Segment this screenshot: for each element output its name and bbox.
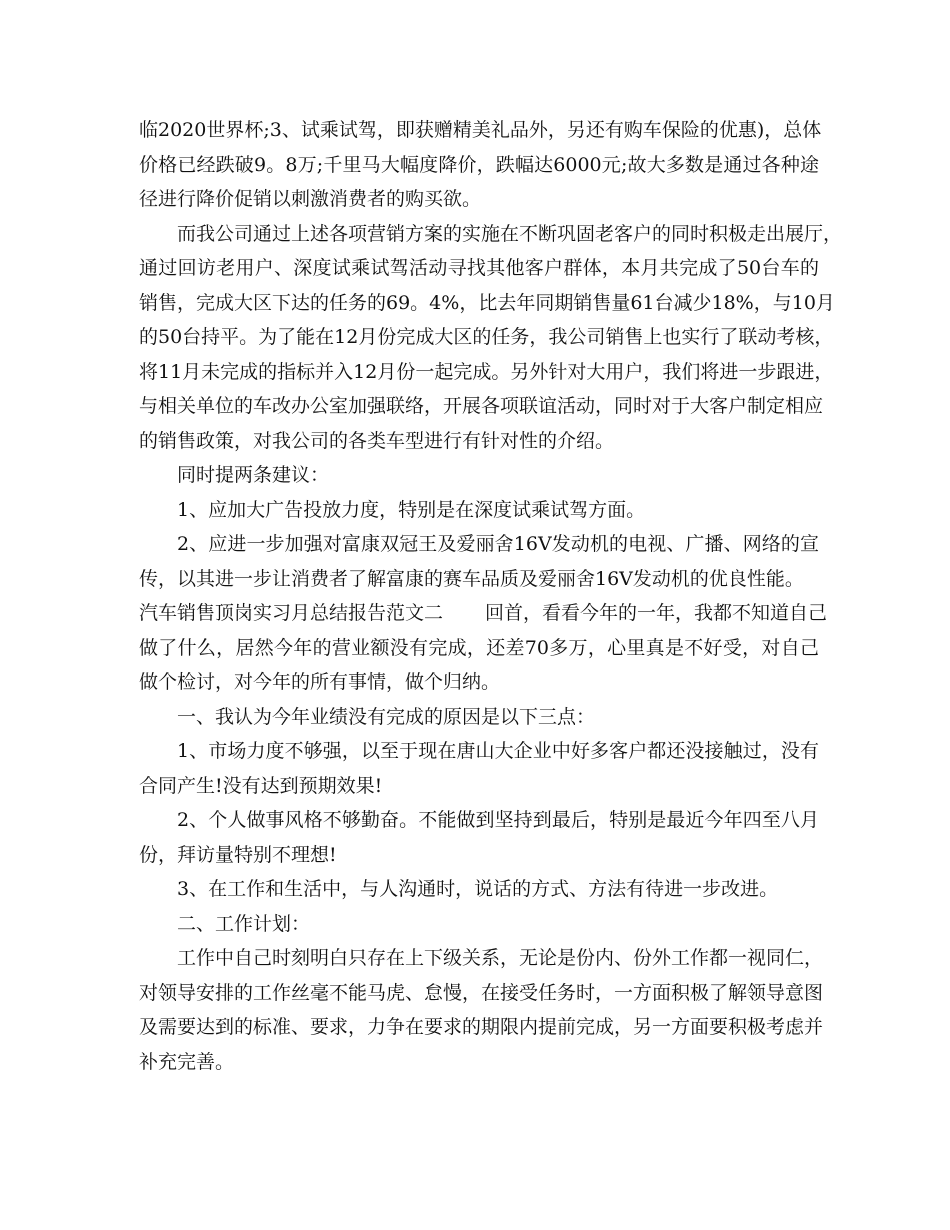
- text-line: 合同产生!没有达到预期效果!: [139, 774, 383, 797]
- text-line: [139, 596, 828, 631]
- paragraph: [139, 734, 819, 803]
- text-line: 对领导安排的工作丝毫不能马虎、怠慢，在接受任务时，一方面积极了解领导意图: [139, 981, 824, 1004]
- paragraph: [139, 493, 819, 528]
- text-line: 通过回访老用户、深度试乘试驾活动寻找其他客户群体，本月共完成了50台车的: [139, 257, 819, 279]
- text-line: 工作中自己时刻明白只存在上下级关系，无论是份内、份外工作都一视同仁，: [177, 947, 824, 969]
- text-line: 的50台持平。为了能在12月份完成大区的任务，我公司销售上也实行了联动考核，: [139, 326, 834, 348]
- paragraph: [139, 458, 819, 493]
- paragraph: [139, 872, 819, 907]
- text-line: 1、应加大广告投放力度，特别是在深度试乘试驾方面。: [177, 498, 646, 521]
- document-body: [139, 113, 843, 1079]
- text-line: 径进行降价促销以刺激消费者的购买欲。: [139, 188, 482, 210]
- text-line: 3、在工作和生活中，与人沟通时，说话的方式、方法有待进一步改进。: [177, 878, 779, 900]
- text-line: 一、我认为今年业绩没有完成的原因是以下三点：: [177, 705, 596, 728]
- text-line: 的销售政策，对我公司的各类车型进行有针对性的介绍。: [139, 429, 615, 452]
- paragraph: [139, 527, 819, 596]
- text-line: 将11月未完成的指标并入12月份一起完成。另外针对大用户，我们将进一步跟进，: [139, 360, 834, 383]
- paragraph: [139, 596, 828, 700]
- text-line: 及需要达到的标准、要求，力争在要求的期限内提前完成，另一方面要积极考虑并: [139, 1016, 824, 1038]
- text-line: 1、市场力度不够强，以至于现在唐山大企业中好多客户都还没接触过，没有: [177, 740, 819, 762]
- text-line: 2、个人做事风格不够勤奋。不能做到坚持到最后，特别是最近今年四至八月: [177, 809, 819, 831]
- text-line: 补充完善。: [139, 1050, 235, 1073]
- text-line: 做了什么，居然今年的营业额没有完成，还差70多万，心里真是不好受，对自己: [139, 636, 819, 659]
- text-line: 销售，完成大区下达的任务的69。4%，比去年同期销售量61台减少18%，与10月: [139, 291, 835, 314]
- paragraph: [139, 907, 819, 942]
- text-line: 而我公司通过上述各项营销方案的实施在不断巩固老客户的同时积极走出展厅，: [177, 222, 843, 245]
- text-line: 做个检讨，对今年的所有事情，做个归纳。: [139, 671, 501, 693]
- text-line: 临2020世界杯;3、试乘试驾，即获赠精美礼品外，另还有购车保险的优惠)，总体: [139, 119, 822, 141]
- paragraph: [139, 803, 819, 872]
- text-line: 传，以其进一步让消费者了解富康的赛车品质及爱丽舍16V发动机的优良性能。: [139, 567, 804, 590]
- paragraph: [139, 217, 843, 459]
- text-fragment: 回首，看看今年的一年，我都不知道自己: [485, 602, 828, 624]
- text-line: 份，拜访量特别不理想!: [139, 843, 337, 866]
- text-line: 与相关单位的车改办公室加强联络，开展各项联谊活动，同时对于大客户制定相应: [139, 395, 824, 417]
- paragraph: [139, 941, 824, 1079]
- paragraph: [139, 113, 822, 217]
- paragraph: [139, 700, 819, 735]
- text-line: 价格已经跌破9。8万;千里马大幅度降价，跌幅达6000元;故大多数是通过各种途: [139, 153, 819, 176]
- text-line: 2、应进一步加强对富康双冠王及爱丽舍16V发动机的电视、广播、网络的宣: [177, 533, 819, 555]
- section-title: 汽车销售顶岗实习月总结报告范文二: [139, 602, 444, 624]
- text-line: 同时提两条建议：: [177, 464, 330, 486]
- text-line: 二、工作计划：: [177, 912, 311, 935]
